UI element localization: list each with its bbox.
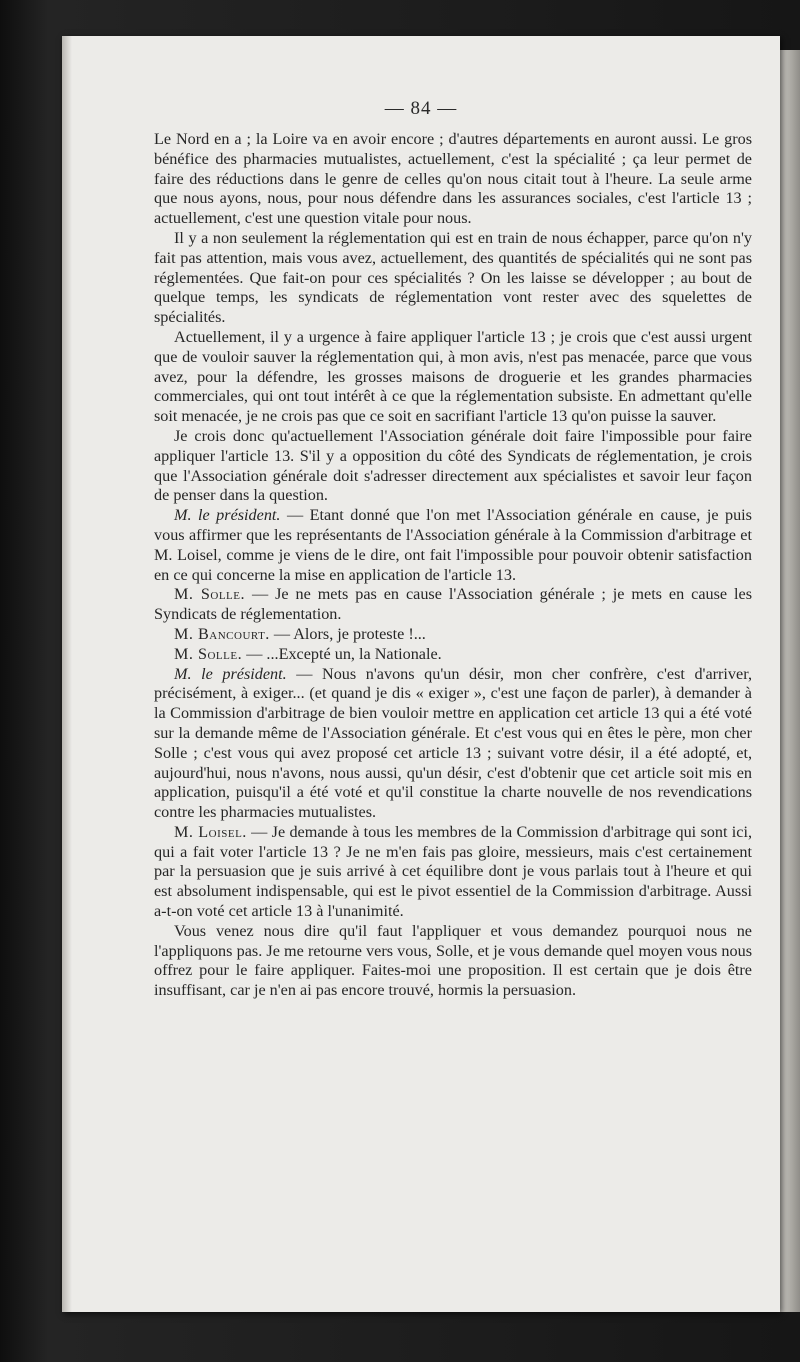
- paragraph: [154, 625, 752, 645]
- paragraph: [154, 665, 752, 823]
- paragraph-text: Il y a non seulement la réglementation qui est en train de nous échapper, parce qu'on n'y fait pas attention, mais vous avez, actuellement, des quantités de spécialités qui ne sont pas réglementées. Que fait-on pour ces spécialités ? On les laisse se développer ; au bout de quelque temps, les syndicats de réglementation vont rester avec des squelettes de spécialités.: [154, 228, 752, 327]
- speaker-name: M. le président.: [174, 506, 281, 525]
- paragraph: [154, 130, 752, 229]
- speaker-name: M. Loisel.: [174, 822, 247, 841]
- paragraph-text: — Alors, je proteste !...: [269, 624, 426, 643]
- page-body: [154, 130, 752, 1001]
- paragraph: [154, 645, 752, 665]
- speaker-name: M. Bancourt.: [174, 624, 270, 643]
- paragraph: [154, 427, 752, 506]
- paragraph: [154, 506, 752, 585]
- page-gutter: [62, 36, 72, 1312]
- paragraph-text: — Je ne mets pas en cause l'Association générale ; je mets en cause les Syndicats de réglementation.: [154, 585, 752, 624]
- paragraph-text: Le Nord en a ; la Loire va en avoir encore ; d'autres départements en auront aussi. Le gros bénéfice des pharmacies mutualistes, actuellement, c'est la spécialité ; ça leur permet de faire des réductions dans le genre de celles qu'on nous citait tout à l'heure. La seule arme que nous ayons, nous, pour nous défendre dans les assurances sociales, c'est l'article 13 ; actuellement, c'est une question vitale pour nous.: [154, 130, 752, 228]
- paragraph: [154, 823, 752, 922]
- paragraph-text: — Nous n'avons qu'un désir, mon cher confrère, c'est d'arriver, précisément, à exiger... (et quand je dis « exiger », c'est une façon de parler), à demander à la Commission d'arbitrage de bien vouloir mettre en application cet article 13 qui a été voté sur la demande même de l'Association générale. Et c'est vous qui en êtes le père, mon cher Solle ; c'est vous qui avez proposé cet article 13 ; suivant votre désir, il a été adopté, et, aujourd'hui, nous n'avons, nous aussi, qu'un désir, c'est d'obtenir que cet article soit mis en application, puisqu'il a été voté et qu'il constitue la charte nouvelle de nos revendications contre les pharmacies mutualistes.: [154, 664, 752, 822]
- paragraph-text: — ...Excepté un, la Nationale.: [242, 644, 442, 663]
- paragraph-text: Vous venez nous dire qu'il faut l'appliquer et vous demandez pourquoi nous ne l'appliquons pas. Je me retourne vers vous, Solle, et je vous demande quel moyen vous nous offrez pour le faire appliquer. Faites-moi une proposition. Il est certain que je dois être insuffisant, car je n'en ai pas encore trouvé, hormis la persuasion.: [154, 921, 752, 1000]
- paragraph-text: — Je demande à tous les membres de la Commission d'arbitrage qui sont ici, qui a fait voter l'article 13 ? Je ne m'en fais pas gloire, messieurs, mais c'est certainement par la persuasion que je suis arrivé à cet équilibre dont je vous parlais tout à l'heure et qui est absolument indispensable, qui est le pivot essentiel de la Commission d'arbitrage. Aussi a-t-on voté cet article 13 à l'unanimité.: [154, 822, 753, 921]
- paragraph: [154, 922, 752, 1001]
- paragraph-text: Je crois donc qu'actuellement l'Association générale doit faire l'impossible pour faire appliquer l'article 13. S'il y a opposition du côté des Syndicats de réglementation, je crois que l'Association générale doit s'adresser directement aux spécialistes et savoir leur façon de penser dans la question.: [154, 426, 752, 505]
- speaker-name: M. Solle.: [174, 585, 246, 604]
- paragraph: [154, 585, 752, 625]
- page-number: — 84 —: [384, 98, 458, 119]
- speaker-name: M. le président.: [174, 664, 287, 683]
- paragraph: [154, 328, 752, 427]
- paragraph: [154, 229, 752, 328]
- paragraph-text: Actuellement, il y a urgence à faire appliquer l'article 13 ; je crois que c'est aussi urgent que de vouloir sauver la réglementation qui, à mon avis, n'est pas menacée, parce que vous avez, pour la défendre, les grosses maisons de droguerie et les grandes pharmacies commerciales, qui ont tout intérêt à ce que la réglementation subsiste. En admettant qu'elle soit menacée, je ne crois pas que ce soit en sacrifiant l'article 13 qu'on puisse la sauver.: [154, 327, 752, 426]
- speaker-name: M. Solle.: [174, 644, 243, 663]
- paragraph-text: — Etant donné que l'on met l'Association générale en cause, je puis vous affirmer que les représentants de l'Association générale à la Commission d'arbitrage et M. Loisel, comme je viens de le dire, ont fait l'impossible pour pouvoir obtenir satisfaction en ce qui concerne la mise en application de l'article 13.: [154, 506, 752, 584]
